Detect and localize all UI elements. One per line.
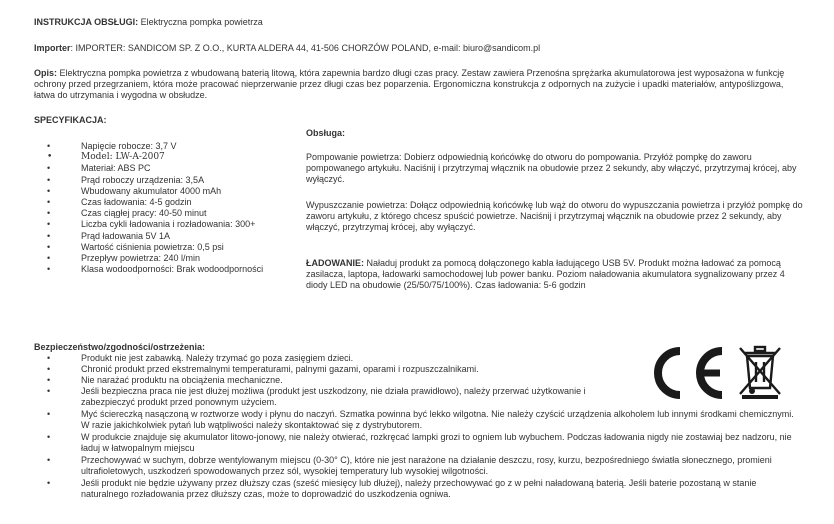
charging-label: ŁADOWANIE: [306, 258, 364, 268]
spec-item: • Liczba cykli ładowania i rozładowania: 300+ [34, 219, 304, 230]
safety-item: • Produkt nie jest zabawką. Należy trzymać go poza zasięgiem dzieci. [34, 353, 804, 364]
specs-title: SPECYFIKACJA: [34, 115, 107, 125]
spec-item: • Wbudowany akumulator 4000 mAh [34, 186, 304, 197]
title-label: INSTRUKCJA OBSŁUGI: [34, 17, 139, 27]
usage-deflating: Wypuszczanie powietrza: Dołącz odpowiednią końcówkę lub wąż do otworu do wypuszczania powietrza i przyłóż pompkę do zaworu artykułu, z którego chcesz spuścić powietrze. Naciśnij i przytrzymaj włącznik na obudowie przez 2 sekundy, aby włączyć, przytrzymaj krócej, aby wyłączyć. [306, 200, 803, 232]
spec-item: • Materiał: ABS PC [34, 163, 304, 174]
importer-label: Importer [34, 43, 71, 53]
usage-pumping: Pompowanie powietrza: Dobierz odpowiednią końcówkę do otworu do pompowania. Przyłóż pompkę do zaworu pompowanego artykułu. Naciśnij i przytrzymaj włącznik na obudowie przez 2 sekundy, aby włączyć, przytrzymaj krócej, aby wyłączyć. [306, 152, 797, 184]
importer-line [34, 43, 814, 54]
description-label: Opis: [34, 68, 58, 78]
spec-item: • Model: LW-A-2007 [34, 152, 304, 163]
description-paragraph [34, 68, 804, 101]
safety-item: • Jeśli produkt nie będzie używany przez dłuższy czas (sześć miesięcy lub dłużej), należy przechowywać go z w pełni naładowaną baterią. Jeśli baterie pozostaną w stanie naturalnego rozładowania przez dłuższy czas, może to doprowadzić do uszkodzenia ogniwa. [34, 478, 804, 500]
description-text: Elektryczna pompka powietrza z wbudowaną baterią litową, która zapewnia bardzo długi czas pracy. Zestaw zawiera Przenośna sprężarka akumulatorowa jest wyposażona w funkcję ochrony przed przegrzaniem, która może pracować nieprzerwanie przez długi czas bez poparzenia. Ergonomiczna konstrukcja z odpornych na zużycie i upadki materiałów, antypoślizgowa, łatwa do utrzymania i wygodna w obsłudze. [34, 68, 785, 100]
charging-text: Naładuj produkt za pomocą dołączonego kabla ładującego USB 5V. Produkt można ładować za pomocą zasilacza, laptopa, ładowarki samochodowej lub power banku. Poziom naładowania akumulatora sygnalizowany przez 4 diody LED na obudowie (25/50/75/100%). Czas ładowania: 5-6 godzin [306, 258, 785, 290]
importer-value: : IMPORTER: SANDICOM SP. Z O.O., KURTA ALDERA 44, 41-506 CHORZÓW POLAND, e-mail: biuro@sandicom.pl [70, 43, 541, 53]
spec-item: • Wartość ciśnienia powietrza: 0,5 psi [34, 242, 304, 253]
safety-item: • Chronić produkt przed ekstremalnymi temperaturami, palnymi gazami, oparami i rozpuszczalnikami. [34, 364, 804, 375]
specs-list [34, 141, 304, 275]
spec-item: • Prąd ładowania 5V 1A [34, 231, 304, 242]
ce-mark-icon [642, 346, 726, 400]
document-title [34, 17, 814, 28]
spec-item: • Prąd roboczy urządzenia: 3,5A [34, 175, 304, 186]
safety-item: • Myć ściereczką nasączoną w roztworze wody i płynu do naczyń. Szmatka powinna być lekko wilgotna. Nie należy czyścić urządzenia alkoholem lub innymi środkami chemicznymi. W razie jakichkolwiek pytań lub wątpliwości należy skontaktować się z dystrybutorem. [34, 409, 804, 431]
spec-item: • Napięcie robocze: 3,7 V [34, 141, 304, 152]
spec-item: • Przepływ powietrza: 240 l/min [34, 253, 304, 264]
usage-charging [306, 258, 804, 291]
safety-item: • Nie narażać produktu na obciążenia mechaniczne. [34, 375, 804, 386]
safety-item: • Przechowywać w suchym, dobrze wentylowanym miejscu (0-30° C), które nie jest narażone na działanie deszczu, rosy, kurzu, bezpośredniego światła słonecznego, promieni ultrafioletowych, uszkodzeń spowodowanych przez sól, wysokiej temperatury lub wysokiej wilgotności. [34, 455, 804, 477]
safety-item: • Jeśli bezpieczna praca nie jest dłużej możliwa (produkt jest uszkodzony, nie działa prawidłowo), należy przerwać użytkowanie i zabezpieczyć produkt przed ponownym użyciem. [34, 386, 804, 408]
spec-item: • Czas ciągłej pracy: 40-50 minut [34, 208, 304, 219]
spec-item: • Czas ładowania: 4-5 godzin [34, 197, 304, 208]
safety-item: • W produkcie znajduje się akumulator litowo-jonowy, nie należy otwierać, rozkręcać lampki grozi to ogniem lub wybuchem. Podczas ładowania nigdy nie zostawiaj bez nadzoru, nie ładuj w łatwopalnym miejscu [34, 432, 804, 454]
title-value: Elektryczna pompka powietrza [138, 17, 263, 27]
safety-title: Bezpieczeństwo/zgodności/ostrzeżenia: [34, 342, 206, 352]
usage-title: Obsługa: [306, 128, 346, 138]
spec-item: • Klasa wodoodporności: Brak wodoodporności [34, 264, 304, 275]
crossed-bin-icon [736, 344, 784, 400]
